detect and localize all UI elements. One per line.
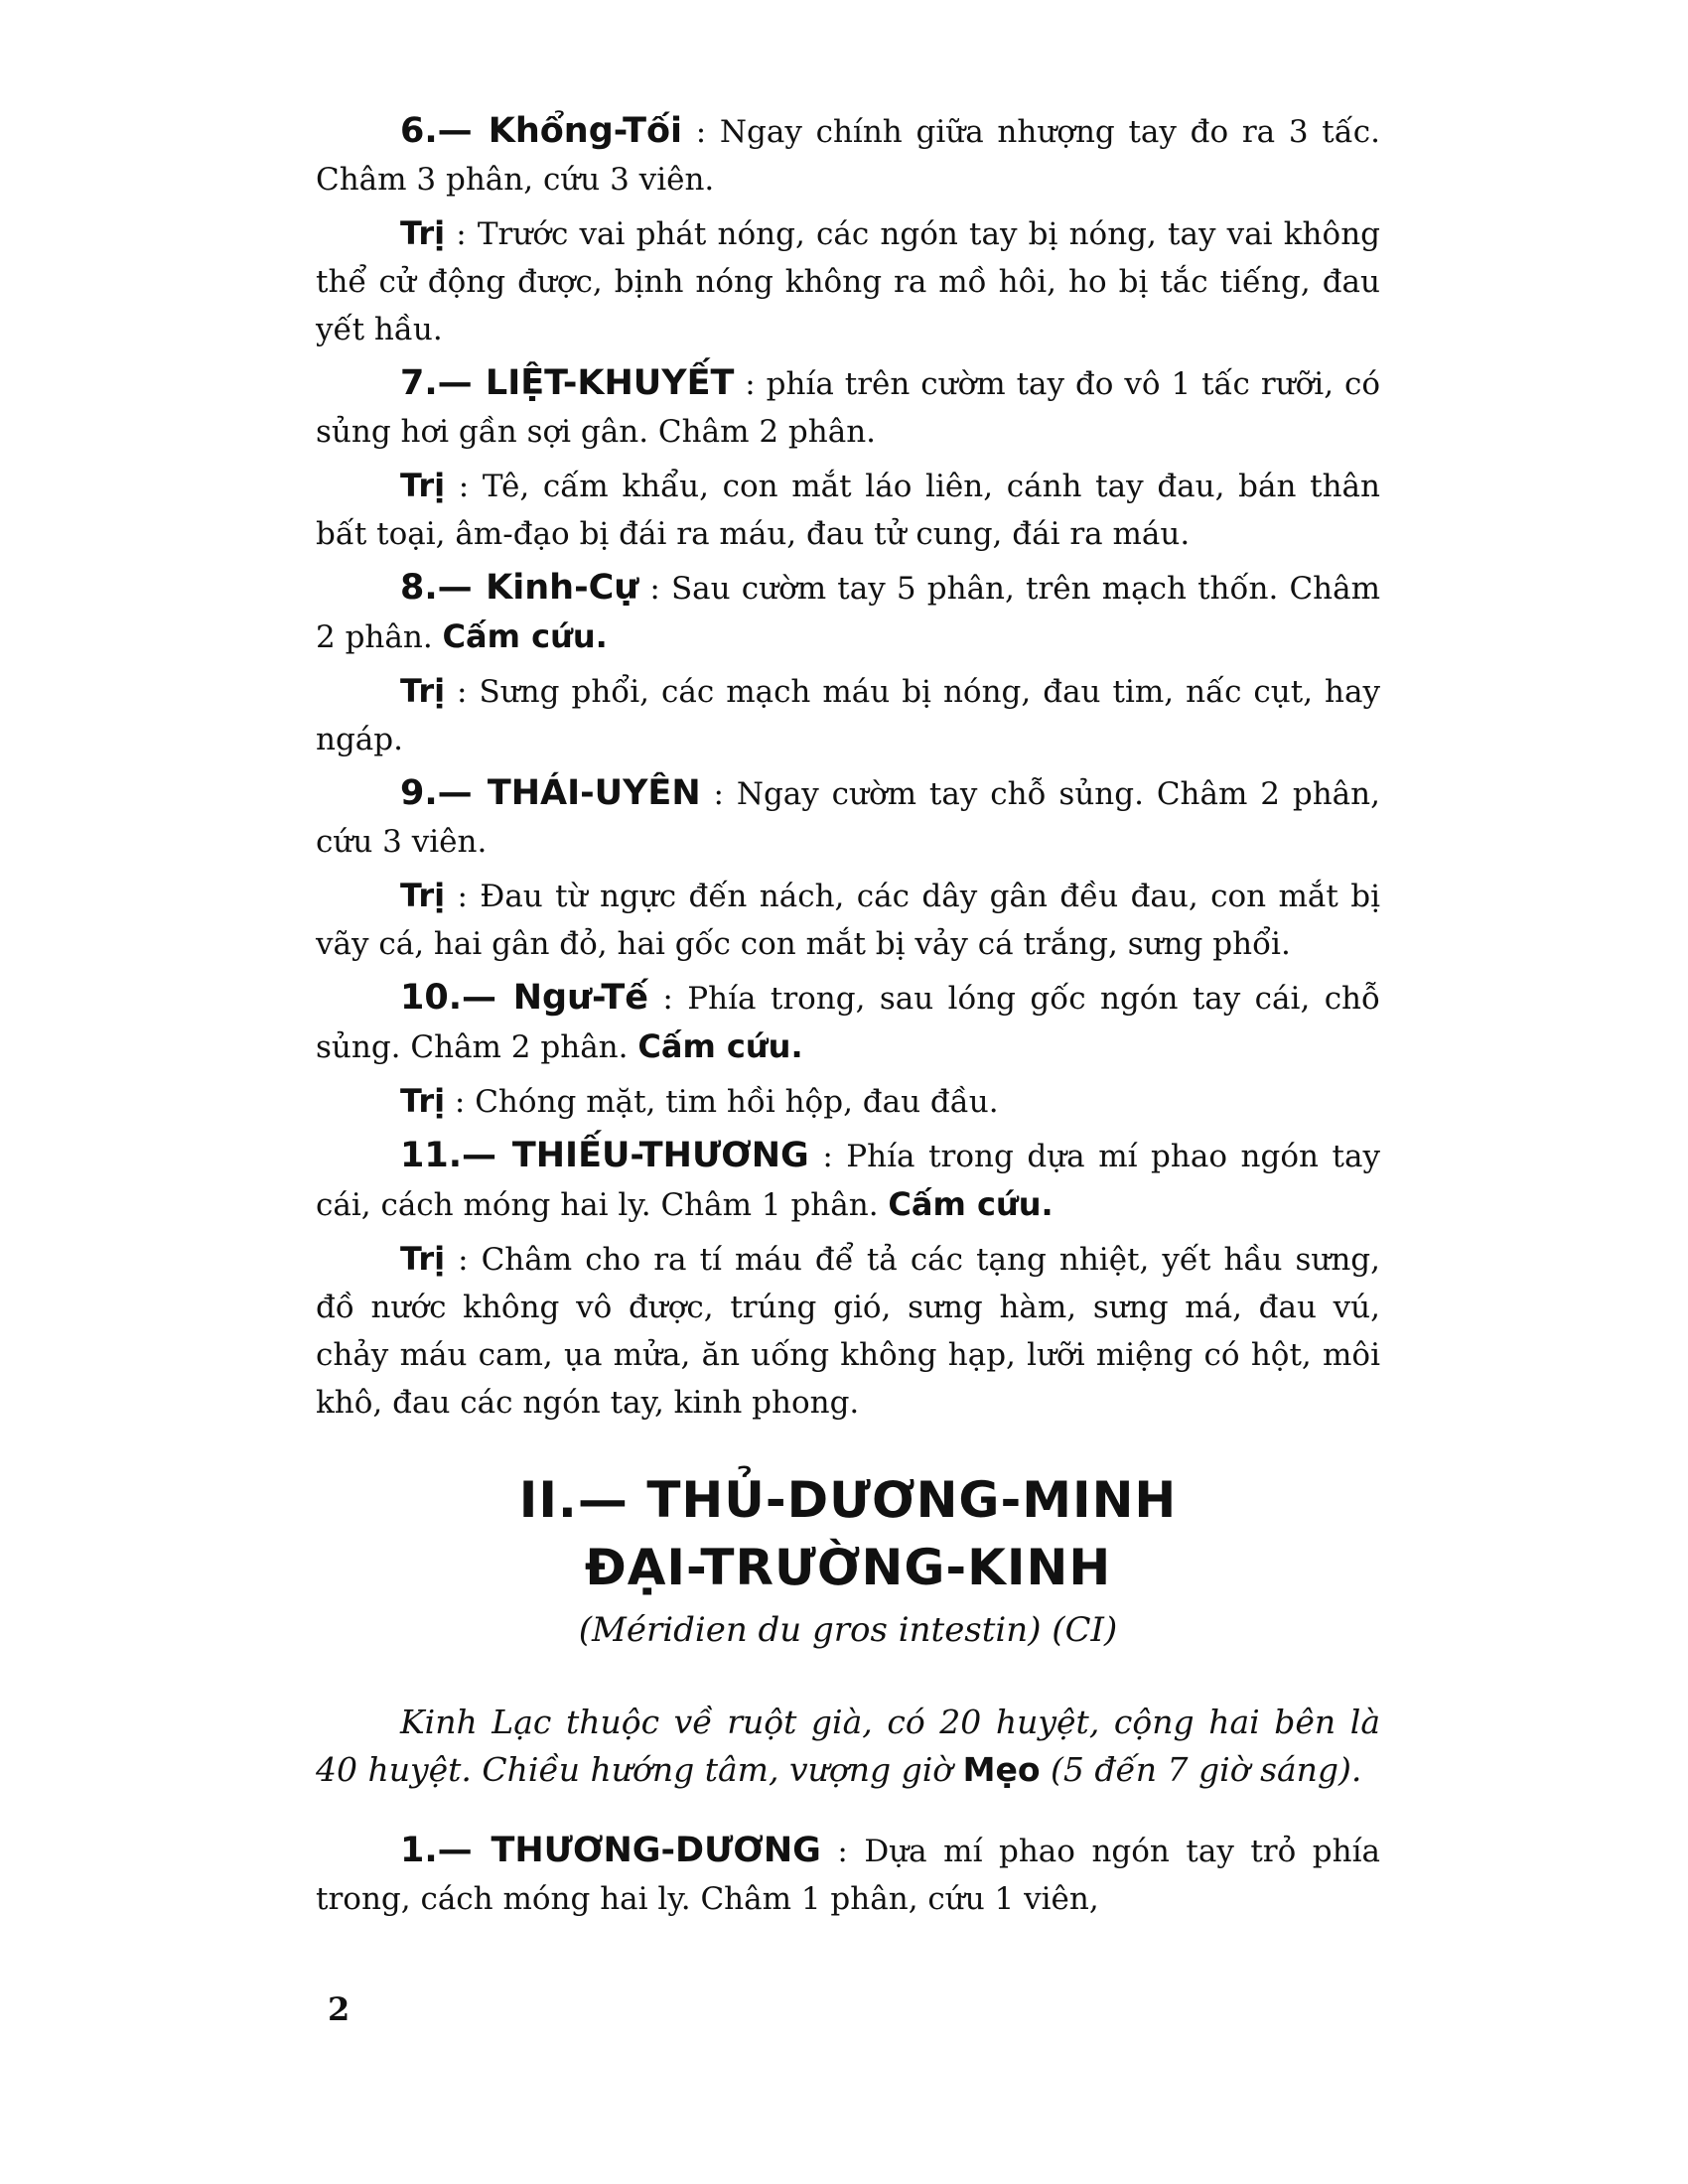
section-subtitle: (Méridien du gros intestin) (CI) bbox=[578, 1610, 1118, 1650]
entry-9-tri-text: : Đau từ ngực đến nách, các dây gân đều đau, con mắt bị vãy cá, hai gân đỏ, hai gốc con mắt bị vảy cá trắng, sưng phổi. bbox=[316, 879, 1380, 962]
entry-8-treatment bbox=[316, 667, 1380, 763]
entry-7-heading: 7.— LIỆT-KHUYẾT bbox=[400, 363, 735, 403]
entry-7-location bbox=[316, 359, 1380, 456]
entry-6-text: : Ngay chính giữa nhượng tay đo ra 3 tấc. Châm 3 phân, cứu 3 viên. bbox=[316, 114, 1380, 198]
entry-10-tri-text: : Chóng mặt, tim hồi hộp, đau đầu. bbox=[445, 1084, 999, 1120]
entry-7 bbox=[316, 359, 1380, 558]
page-number: 2 bbox=[328, 1990, 351, 2028]
entry-10-location bbox=[316, 974, 1380, 1071]
entry-thuong-duong-text: : Dựa mí phao ngón tay trỏ phía trong, cách móng hai ly. Châm 1 phân, cứu 1 viên, bbox=[316, 1834, 1380, 1917]
entry-8-heading: 8.— Kinh-Cự bbox=[400, 568, 639, 608]
entry-6-tri-text: : Trước vai phát nóng, các ngón tay bị nóng, tay vai không thể cử động được, bịnh nóng không ra mồ hôi, ho bị tắc tiếng, đau yết hầu. bbox=[316, 216, 1380, 347]
intro-part-1: Kinh Lạc thuộc về ruột già, có 20 huyệt, cộng hai bên là 40 huyệt. Chiều hướng tâm, vượng giờ bbox=[316, 1703, 1380, 1789]
entry-9-text: : Ngay cườm tay chỗ sủng. Châm 2 phân, cứu 3 viên. bbox=[316, 776, 1380, 860]
entry-9-location bbox=[316, 769, 1380, 866]
entry-9 bbox=[316, 769, 1380, 968]
entry-6-treatment bbox=[316, 209, 1380, 353]
entry-9-heading: 9.— THÁI-UYÊN bbox=[400, 773, 701, 813]
entry-11-note: Cấm cứu. bbox=[888, 1185, 1054, 1223]
entry-7-treatment bbox=[316, 462, 1380, 558]
entry-7-text: : phía trên cườm tay đo vô 1 tấc rưỡi, có sủng hơi gần sợi gân. Châm 2 phân. bbox=[316, 366, 1380, 450]
entry-8-note: Cấm cứu. bbox=[442, 617, 608, 655]
entry-11-text: : Phía trong dựa mí phao ngón tay cái, cách móng hai ly. Châm 1 phân. bbox=[316, 1139, 1380, 1223]
entry-11-heading: 11.— THIẾU-THƯƠNG bbox=[400, 1136, 809, 1175]
entry-6 bbox=[316, 107, 1380, 353]
entry-11-treatment bbox=[316, 1235, 1380, 1427]
section-heading bbox=[316, 1466, 1380, 1657]
entry-thuong-duong-heading: 1.— THƯƠNG-DƯƠNG bbox=[400, 1831, 821, 1870]
section-intro bbox=[316, 1699, 1380, 1794]
entry-thuong-duong bbox=[316, 1827, 1380, 1923]
entry-11-tri-text: : Châm cho ra tí máu để tả các tạng nhiệt, yết hầu sưng, đồ nước không vô được, trúng gió, sưng hàm, sưng má, đau vú, chảy máu cam, ụa mửa, ăn uống không hạp, lưỡi miệng có hột, môi khô, đau các ngón tay, kinh phong. bbox=[316, 1242, 1380, 1421]
entry-11-location bbox=[316, 1132, 1380, 1229]
intro-bold-term: Mẹo bbox=[962, 1750, 1041, 1789]
entry-8-tri-label: Trị bbox=[400, 672, 446, 710]
section-title-line-2: ĐẠI-TRƯỜNG-KINH bbox=[584, 1539, 1112, 1596]
entry-10-text: : Phía trong, sau lóng gốc ngón tay cái, chỗ sủng. Châm 2 phân. bbox=[316, 981, 1380, 1065]
entry-8 bbox=[316, 564, 1380, 763]
entry-11 bbox=[316, 1132, 1380, 1427]
entry-8-tri-text: : Sưng phổi, các mạch máu bị nóng, đau tim, nấc cụt, hay ngáp. bbox=[316, 674, 1380, 757]
entry-6-heading: 6.— Khổng-Tối bbox=[400, 111, 683, 151]
section-title-line-1: II.— THỦ-DƯƠNG-MINH bbox=[518, 1471, 1178, 1529]
entry-8-location bbox=[316, 564, 1380, 661]
entry-9-tri-label: Trị bbox=[400, 877, 446, 914]
entry-9-treatment bbox=[316, 872, 1380, 968]
entry-11-tri-label: Trị bbox=[400, 1240, 446, 1278]
entry-7-tri-label: Trị bbox=[400, 467, 446, 504]
entry-10-treatment bbox=[316, 1077, 1380, 1126]
entry-7-tri-text: : Tê, cấm khẩu, con mắt láo liên, cánh tay đau, bán thân bất toại, âm-đạo bị đái ra máu, đau tử cung, đái ra máu. bbox=[316, 469, 1380, 552]
entry-6-tri-label: Trị bbox=[400, 214, 446, 252]
intro-part-2: (5 đến 7 giờ sáng). bbox=[1040, 1750, 1362, 1789]
entry-10 bbox=[316, 974, 1380, 1126]
entry-10-tri-label: Trị bbox=[400, 1082, 446, 1120]
entry-8-text: : Sau cườm tay 5 phân, trên mạch thốn. Châm 2 phân. bbox=[316, 571, 1381, 655]
entry-6-location bbox=[316, 107, 1380, 204]
entry-10-heading: 10.— Ngư-Tế bbox=[400, 978, 648, 1018]
entry-10-note: Cấm cứu. bbox=[637, 1027, 803, 1065]
